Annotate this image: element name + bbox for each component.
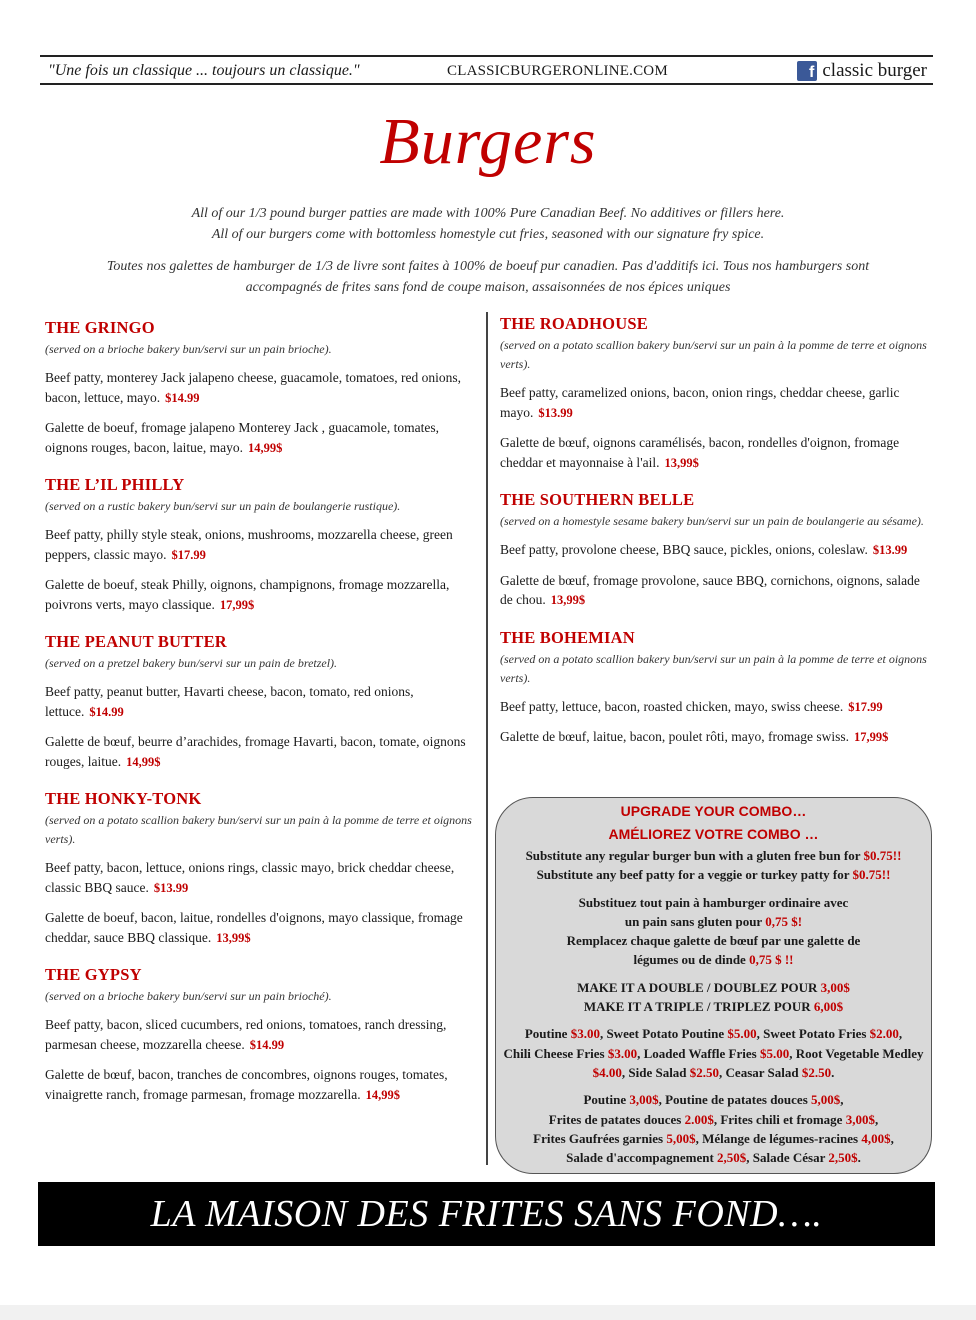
item-price-fr: 13,99$	[216, 930, 251, 945]
item-price-en: $17.99	[171, 547, 206, 562]
item-price-en: $13.99	[153, 880, 189, 895]
right-column	[500, 314, 930, 765]
website-link[interactable]: CLASSICBURGERONLINE.COM	[447, 63, 668, 79]
item-name: THE ROADHOUSE	[500, 314, 648, 333]
combo-upgrade-box	[495, 797, 932, 1174]
item-description-en: Beef patty, peanut butter, Havarti cheese, bacon, tomato, red onions, lettuce. $14.99	[45, 684, 414, 719]
item-bun: (served on a pretzel bakery bun/servi sur un pain de bretzel).	[45, 656, 338, 670]
bottom-banner: LA MAISON DES FRITES SANS FOND….	[38, 1182, 935, 1246]
menu-item	[45, 965, 475, 1105]
intro-fr-line-1: Toutes nos galettes de hamburger de 1/3 de livre sont faites à 100% de boeuf pur canadien. Pas d'additifs ici. Tous nos hamburgers sont	[106, 259, 870, 274]
item-description-en: Beef patty, bacon, lettuce, onions rings, classic mayo, brick cheddar cheese, classic BBQ sauce. $13.99	[45, 860, 455, 895]
item-description-en: Beef patty, provolone cheese, BBQ sauce, pickles, onions, coleslaw. $13.99	[500, 542, 908, 557]
item-description-en: Beef patty, lettuce, bacon, roasted chicken, mayo, swiss cheese. $17.99	[500, 698, 883, 714]
menu-item	[45, 632, 475, 772]
intro-french	[60, 256, 916, 298]
item-name: THE L’IL PHILLY	[45, 475, 185, 494]
menu-item	[500, 628, 930, 748]
item-bun: (served on a rustic bakery bun/servi sur un pain de boulangerie rustique).	[45, 499, 401, 513]
item-price-fr: 14,99$	[126, 754, 161, 769]
combo-heading-en: UPGRADE YOUR COMBO…	[620, 803, 807, 819]
facebook-name: classic burger	[822, 60, 927, 81]
facebook-icon: f	[797, 61, 817, 81]
item-name: THE GRINGO	[45, 318, 155, 337]
substitution-fr: Substituez tout pain à hamburger ordinaire avec un pain sans gluten pour 0,75 $! Remplacez chaque galette de bœuf par une galette de légumes ou de dinde 0,75 $ !!	[566, 894, 861, 968]
item-description-en: Beef patty, monterey Jack jalapeno cheese, guacamole, tomatoes, red onions, bacon, lettuce, mayo. $14.99	[45, 370, 461, 405]
intro-en-line-1: All of our 1/3 pound burger patties are made with 100% Pure Canadian Beef. No additives or fillers here.	[191, 206, 785, 221]
item-bun: (served on a homestyle sesame bakery bun/servi sur un pain de boulangerie au sésame).	[500, 514, 924, 528]
slogan: "Une fois un classique ... toujours un classique."	[48, 62, 360, 79]
item-price-fr: 14,99$	[365, 1087, 400, 1102]
item-price-en: $14.99	[165, 390, 200, 405]
item-price-fr: 13,99$	[664, 455, 699, 470]
item-description-fr: Galette de bœuf, fromage provolone, sauce BBQ, cornichons, oignons, salade de chou. 13,99$	[500, 572, 920, 607]
item-description-en: Beef patty, bacon, sliced cucumbers, red onions, tomatoes, ranch dressing, parmesan cheese, mozzarella cheese. $14.99	[45, 1017, 447, 1052]
item-name: THE BOHEMIAN	[500, 627, 635, 647]
menu-item	[45, 789, 475, 948]
menu-item	[500, 490, 930, 611]
item-name: THE GYPSY	[45, 965, 142, 984]
item-price-en: $13.99	[872, 543, 908, 557]
item-description-fr: Galette de boeuf, fromage jalapeno Monterey Jack , guacamole, tomates, oignons rouges, bacon, laitue, mayo. 14,99$	[45, 420, 439, 455]
menu-item	[45, 475, 475, 615]
item-price-en: $17.99	[848, 699, 883, 714]
combo-heading-fr: AMÉLIOREZ VOTRE COMBO …	[608, 826, 819, 842]
sides-fr: Poutine 3,00$, Poutine de patates douces 5,00$, Frites de patates douces 2.00$, Frites chili et fromage 3,00$, Frites Gaufrées garnies 5,00$, Mélange de légumes-racines 4,00$, Salade d'accompagnement 2,50$, Salade César 2,50$.	[533, 1092, 894, 1166]
item-description-fr: Galette de bœuf, beurre d’arachides, fromage Havarti, bacon, tomate, oignons rouges, laitue. 14,99$	[45, 734, 466, 769]
item-bun: (served on a potato scallion bakery bun/servi sur un pain à la pomme de terre et oignons verts).	[45, 813, 472, 846]
item-description-fr: Galette de bœuf, bacon, tranches de concombres, oignons rouges, tomates, vinaigrette ranch, fromage parmesan, fromage mozzarella. 14,99$	[45, 1067, 448, 1102]
item-price-fr: 13,99$	[550, 593, 586, 607]
double-triple: MAKE IT A DOUBLE / DOUBLEZ POUR 3,00$ MAKE IT A TRIPLE / TRIPLEZ POUR 6,00$	[577, 979, 850, 1015]
item-description-en: Beef patty, caramelized onions, bacon, onion rings, cheddar cheese, garlic mayo. $13.99	[500, 385, 900, 420]
item-bun: (served on a brioche bakery bun/servi sur un pain brioche).	[45, 342, 332, 356]
item-price-en: $13.99	[538, 405, 573, 420]
header-bar	[40, 55, 933, 85]
item-description-fr: Galette de bœuf, laitue, bacon, poulet rôti, mayo, fromage swiss. 17,99$	[500, 729, 889, 744]
substitution-en: Substitute any regular burger bun with a gluten free bun for $0.75!! Substitute any beef patty for a veggie or turkey patty for $0.75!!	[525, 848, 902, 883]
item-price-fr: 17,99$	[854, 730, 889, 744]
item-description-en: Beef patty, philly style steak, onions, mushrooms, mozzarella cheese, green peppers, classic mayo. $17.99	[45, 527, 453, 562]
item-name: THE PEANUT BUTTER	[45, 632, 227, 651]
menu-item	[45, 318, 475, 458]
page-bottom-strip	[0, 1305, 976, 1320]
item-description-fr: Galette de boeuf, bacon, laitue, rondelles d'oignons, mayo classique, fromage cheddar, sauce BBQ classique. 13,99$	[45, 910, 463, 945]
left-column	[45, 318, 475, 1122]
item-bun: (served on a potato scallion bakery bun/servi sur un pain à la pomme de terre et oignons verts).	[500, 338, 927, 371]
item-bun: (served on a potato scallion bakery bun/servi sur un pain à la pomme de terre et oignons verts).	[500, 651, 927, 685]
intro-english	[60, 203, 916, 245]
intro-en-line-2: All of our burgers come with bottomless homestyle cut fries, seasoned with our signature fry spice.	[211, 227, 765, 242]
item-description-fr: Galette de boeuf, steak Philly, oignons, champignons, fromage mozzarella, poivrons verts, mayo classique. 17,99$	[45, 577, 450, 612]
item-description-fr: Galette de bœuf, oignons caramélisés, bacon, rondelles d'oignon, fromage cheddar et mayonnaise à l'ail. 13,99$	[500, 435, 900, 470]
menu-item	[500, 314, 930, 473]
item-price-en: $14.99	[89, 704, 124, 719]
item-price-fr: 14,99$	[247, 440, 283, 455]
page-title: Burgers	[379, 105, 597, 178]
column-divider	[486, 312, 488, 1165]
facebook-link[interactable]	[797, 60, 927, 82]
item-price-en: $14.99	[249, 1037, 285, 1052]
item-name: THE SOUTHERN BELLE	[500, 490, 695, 509]
sides-en: Poutine $3.00, Sweet Potato Poutine $5.00, Sweet Potato Fries $2.00, Chili Cheese Fries $3.00, Loaded Waffle Fries $5.00, Root Vegetable Medley $4.00, Side Salad $2.50, Ceasar Salad $2.50.	[503, 1026, 924, 1080]
item-bun: (served on a brioche bakery bun/servi sur un pain brioché).	[45, 989, 332, 1003]
item-name: THE HONKY-TONK	[45, 789, 202, 808]
intro-fr-line-2: accompagnés de frites sans fond de coupe maison, assaisonnées de nos épices uniques	[245, 280, 731, 295]
item-price-fr: 17,99$	[219, 597, 255, 612]
